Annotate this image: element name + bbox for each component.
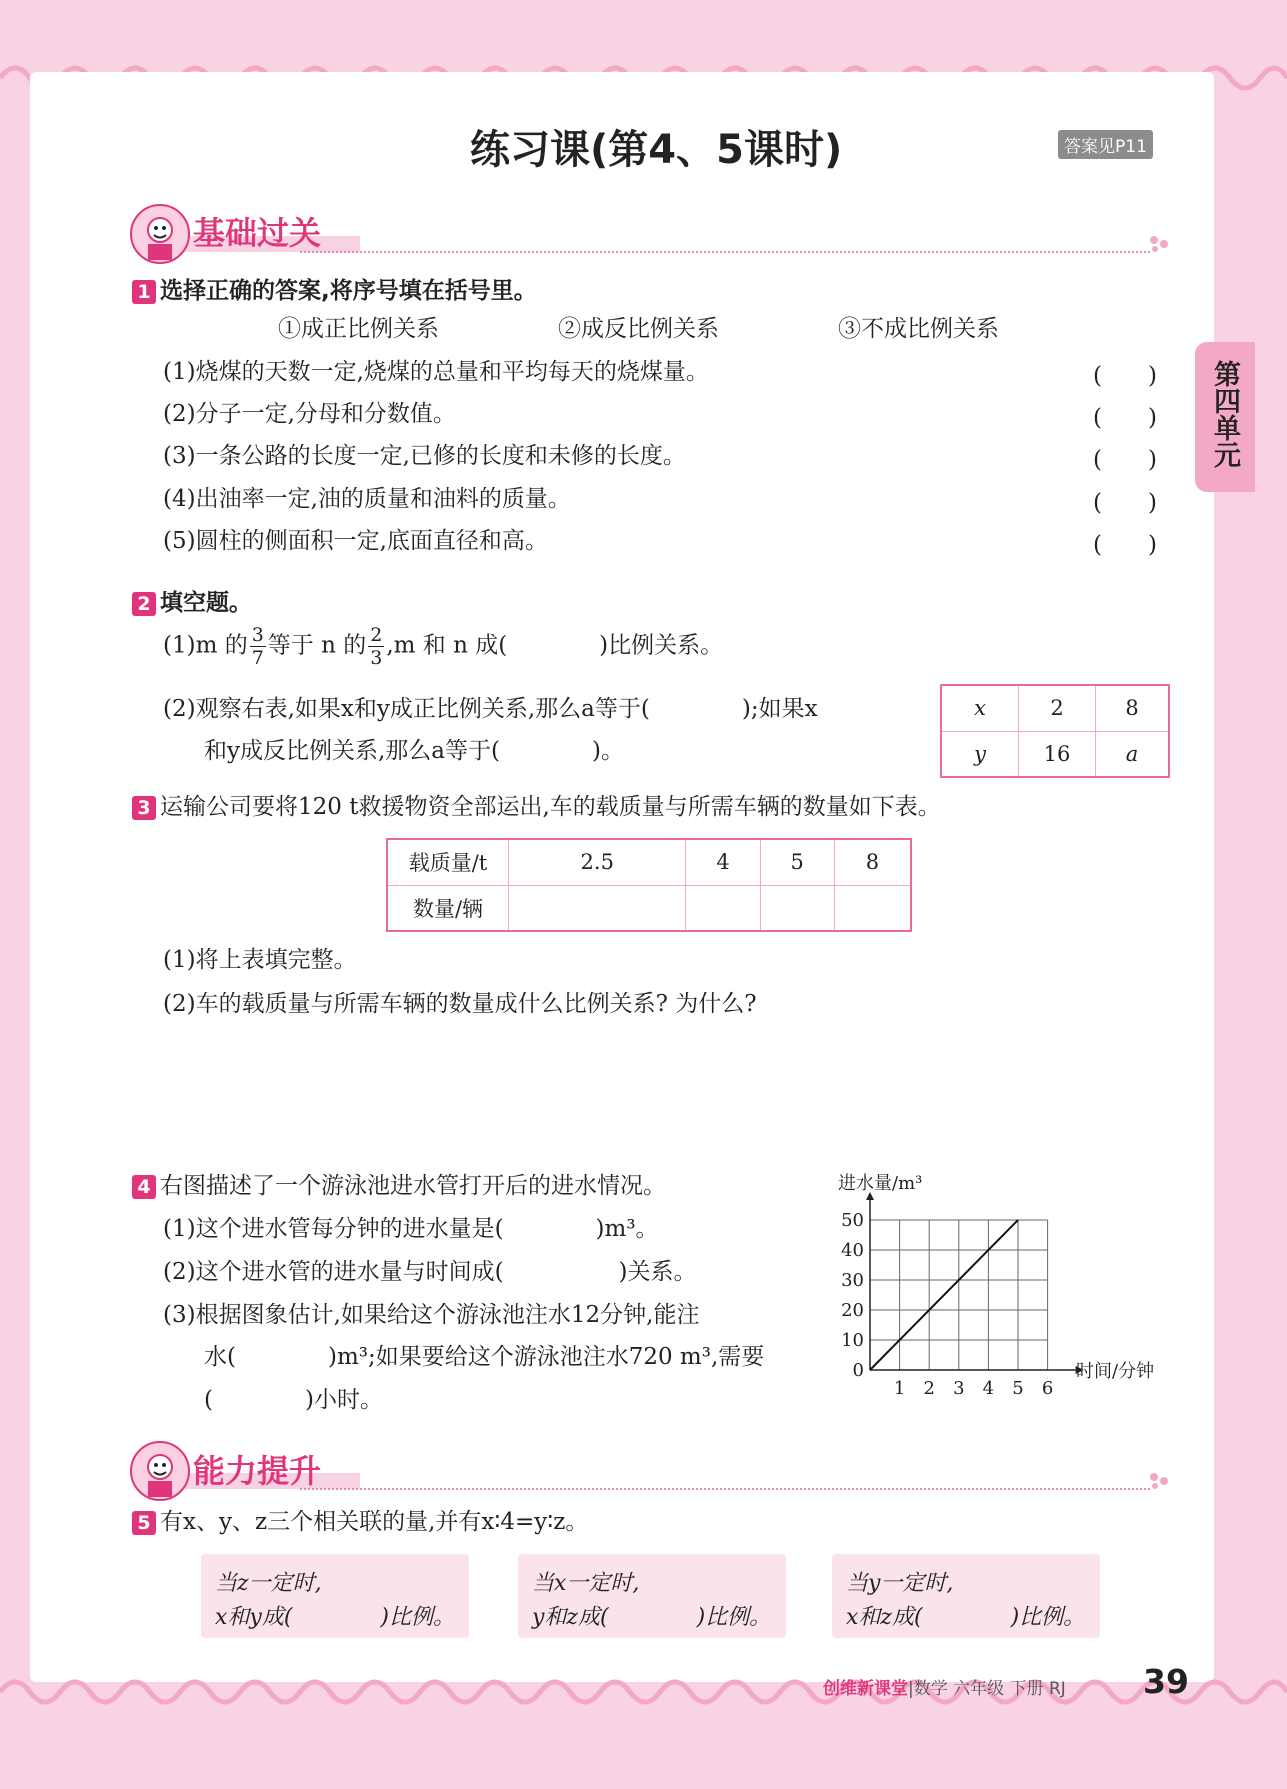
table-cell: y: [941, 731, 1019, 777]
answer-box-line2[interactable]: x和y成( )比例。: [215, 1605, 456, 1630]
answer-blank[interactable]: ( ): [1093, 447, 1157, 473]
fraction-3-7: $\frac{3}{7}$: [251, 624, 264, 669]
q1-item: (3)一条公路的长度一定,已修的长度和未修的长度。: [163, 443, 686, 469]
answer-blank[interactable]: ( ): [1093, 490, 1157, 516]
q4-item-2[interactable]: (2)这个进水管的进水量与时间成( )关系。: [163, 1259, 697, 1285]
unit-side-tab: [1195, 342, 1255, 492]
question-number-badge: 2: [132, 592, 156, 616]
q1-item: (5)圆柱的侧面积一定,底面直径和高。: [163, 528, 548, 554]
chart-y-axis-label: 进水量/m³: [838, 1173, 923, 1194]
q4-item-1[interactable]: (1)这个进水管每分钟的进水量是( )m³。: [163, 1216, 659, 1242]
mascot-avatar-icon: [130, 204, 190, 264]
fraction-2-3: $\frac{2}{3}$: [370, 624, 383, 669]
table-header-cell: 数量/辆: [387, 885, 509, 931]
table-cell: 4: [686, 839, 760, 885]
dots-icon: [1148, 234, 1172, 254]
table-cell: 16: [1019, 731, 1096, 777]
bottom-wave-border: [0, 1662, 1287, 1722]
footer-brand: 创维新课堂: [823, 1679, 908, 1699]
xy-table: [940, 684, 1170, 778]
chart-y-tick-label: 50: [841, 1210, 864, 1231]
q1-item: (2)分子一定,分母和分数值。: [163, 401, 456, 427]
footer-info: [823, 1674, 1066, 1699]
answer-box: [518, 1554, 786, 1638]
table-cell: 2.5: [509, 839, 686, 885]
question-number-badge: 1: [132, 280, 156, 304]
answer-box-line2[interactable]: x和z成( )比例。: [846, 1605, 1086, 1630]
table-cell: 5: [760, 839, 834, 885]
chart-series-line: [870, 1220, 1018, 1370]
mascot-avatar-icon: [130, 1441, 190, 1501]
answer-cell[interactable]: [686, 885, 760, 931]
q3-item-1: (1)将上表填完整。: [163, 947, 357, 973]
footer-book-info: |数学 六年级 下册 RJ: [908, 1679, 1066, 1699]
q1-item: (4)出油率一定,油的质量和油料的质量。: [163, 486, 571, 512]
answer-box-line1: 当y一定时,: [846, 1571, 954, 1596]
unit-side-tab-label: 第四单元: [1209, 360, 1240, 468]
question-3-text: 运输公司要将120 t救援物资全部运出,车的载质量与所需车辆的数量如下表。: [160, 794, 941, 820]
option-2: ②成反比例关系: [558, 316, 719, 342]
answer-reference-badge: 答案见P11: [1058, 130, 1153, 159]
option-1: ①成正比例关系: [278, 316, 439, 342]
dots-icon: [1148, 1471, 1172, 1491]
section-divider: [300, 251, 1150, 253]
table-cell: a: [1096, 731, 1170, 777]
chart-x-tick-label: 1: [893, 1378, 906, 1399]
chart-x-tick-label: 6: [1041, 1378, 1054, 1399]
water-inflow-chart: [830, 1165, 1180, 1415]
question-2-prompt: [132, 584, 252, 617]
answer-blank[interactable]: ( ): [1093, 363, 1157, 389]
chart-y-tick-label: 0: [852, 1360, 864, 1381]
question-5-prompt: [132, 1507, 588, 1537]
chart-x-tick-label: 2: [923, 1378, 935, 1399]
answer-cell[interactable]: [509, 885, 686, 931]
q2-item-1-part-c[interactable]: ,m 和 n 成( )比例关系。: [386, 632, 724, 659]
answer-box-line1: 当x一定时,: [532, 1571, 640, 1596]
chart-x-tick-label: 4: [982, 1378, 995, 1399]
chart-x-axis-label: 时间/分钟: [1076, 1361, 1155, 1382]
question-4-prompt: [132, 1171, 666, 1201]
answer-box-line2[interactable]: y和z成( )比例。: [532, 1605, 772, 1630]
table-header-cell: 载质量/t: [387, 839, 509, 885]
question-number-badge: 5: [132, 1511, 156, 1535]
q3-item-2: (2)车的载质量与所需车辆的数量成什么比例关系? 为什么?: [163, 991, 757, 1017]
table-cell: 2: [1019, 685, 1096, 731]
q2-item-2-line1[interactable]: (2)观察右表,如果x和y成正比例关系,那么a等于( );如果x: [163, 696, 818, 722]
q1-item: (1)烧煤的天数一定,烧煤的总量和平均每天的烧煤量。: [163, 359, 709, 385]
chart-x-tick-label: 3: [953, 1378, 965, 1399]
answer-box: [832, 1554, 1100, 1638]
chart-x-tick-label: 5: [1012, 1378, 1024, 1399]
question-5-text: 有x、y、z三个相关联的量,并有x∶4=y∶z。: [160, 1509, 589, 1535]
answer-cell[interactable]: [760, 885, 834, 931]
page-title: 练习课(第4、5课时): [470, 127, 843, 173]
question-3-prompt: [132, 792, 941, 822]
answer-blank[interactable]: ( ): [1093, 532, 1157, 558]
question-1-text: 选择正确的答案,将序号填在括号里。: [160, 278, 537, 304]
page-number: 39: [1143, 1662, 1189, 1701]
question-1-prompt: [132, 272, 537, 305]
q2-item-2-line2[interactable]: 和y成反比例关系,那么a等于( )。: [204, 738, 624, 764]
table-cell: x: [941, 685, 1019, 731]
q4-item-3-line1: (3)根据图象估计,如果给这个游泳池注水12分钟,能注: [163, 1302, 700, 1328]
q4-item-3-line3[interactable]: ( )小时。: [204, 1387, 383, 1413]
question-4-text: 右图描述了一个游泳池进水管打开后的进水情况。: [160, 1173, 666, 1199]
chart-y-tick-label: 30: [841, 1270, 864, 1291]
table-cell: 8: [1096, 685, 1170, 731]
option-3: ③不成比例关系: [838, 316, 999, 342]
table-cell: 8: [834, 839, 911, 885]
chart-y-tick-label: 10: [841, 1330, 864, 1351]
q2-item-1: [163, 624, 723, 669]
answer-blank[interactable]: ( ): [1093, 405, 1157, 431]
q2-item-1-part-b: 等于 n 的: [267, 632, 367, 659]
q4-item-3-line2[interactable]: 水( )m³;如果要给这个游泳池注水720 m³,需要: [204, 1344, 765, 1370]
answer-box-line1: 当z一定时,: [215, 1571, 322, 1596]
question-number-badge: 3: [132, 796, 156, 820]
q2-item-1-part-a: (1)m 的: [163, 632, 248, 659]
chart-y-tick-label: 40: [841, 1240, 864, 1261]
section-divider: [300, 1488, 1150, 1490]
chart-y-tick-label: 20: [841, 1300, 864, 1321]
answer-cell[interactable]: [834, 885, 911, 931]
question-2-text: 填空题。: [160, 590, 252, 616]
answer-box: [201, 1554, 469, 1638]
section-title-basic: 基础过关: [193, 214, 322, 252]
question-number-badge: 4: [132, 1175, 156, 1199]
load-vehicle-table: [386, 838, 912, 932]
section-title-advanced: 能力提升: [193, 1452, 322, 1490]
